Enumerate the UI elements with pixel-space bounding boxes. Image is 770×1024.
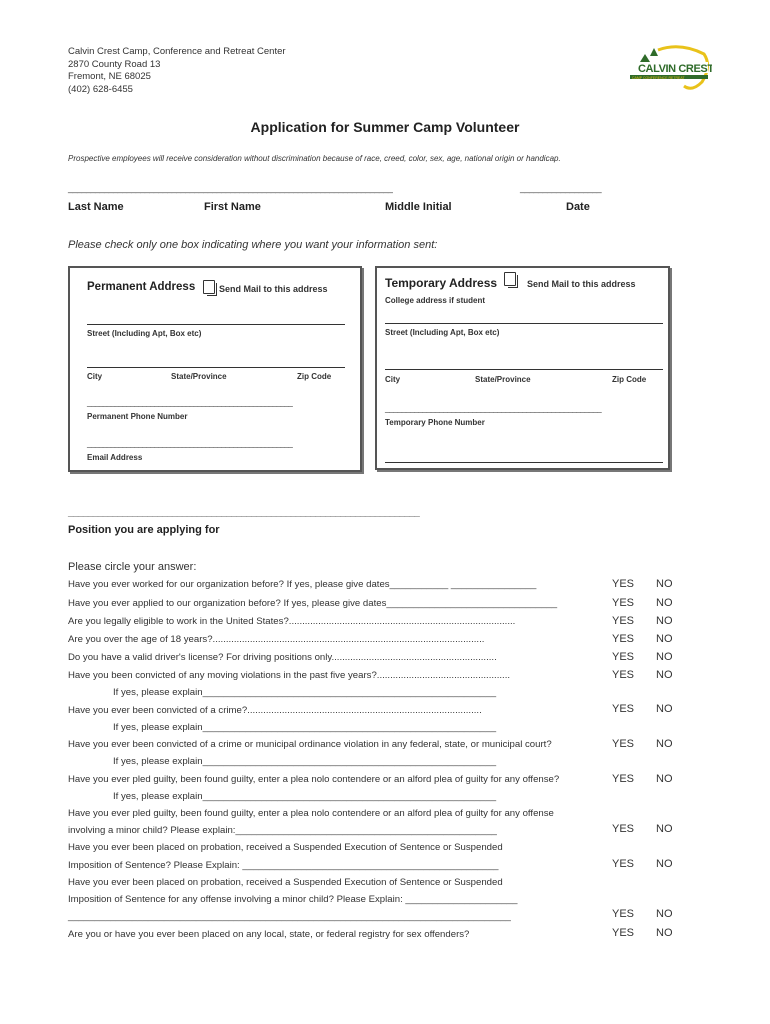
disclaimer: Prospective employees will receive consideration without discrimination because of race, creed, color, sex, age, national origin or handicap.	[68, 154, 561, 163]
question-12-extra-line[interactable]: ___________________________________________________________________________________	[68, 911, 511, 922]
no-option-4[interactable]: NO	[656, 633, 673, 645]
position-label: Position you are applying for	[68, 524, 220, 536]
temporary-checkbox[interactable]	[504, 272, 516, 286]
explain-line-3[interactable]: If yes, please explain_______________________________________________________	[113, 756, 497, 767]
temporary-street-label: Street (Including Apt, Box etc)	[385, 328, 500, 337]
no-option-3[interactable]: NO	[656, 615, 673, 627]
question-10-explain[interactable]: involving a minor child? Please explain:_________________________________________________	[68, 825, 497, 836]
permanent-phone-label: Permanent Phone Number	[87, 412, 188, 421]
first-name-label: First Name	[204, 201, 261, 213]
question-10: Have you ever pled guilty, been found guilty, enter a plea nolo contendere or an alford plea of guilty for any offense	[68, 808, 554, 819]
temporary-phone-label: Temporary Phone Number	[385, 418, 485, 427]
org-phone: (402) 628-6455	[68, 84, 133, 95]
no-option-2[interactable]: NO	[656, 597, 673, 609]
yes-option-7[interactable]: YES	[612, 703, 635, 715]
yes-option-8[interactable]: YES	[612, 738, 635, 750]
temporary-street-line[interactable]	[385, 323, 663, 324]
temporary-city-label: City	[385, 375, 401, 384]
question-12: Have you ever been placed on probation, received a Suspended Execution of Sentence or Suspended	[68, 877, 503, 888]
explain-line-2[interactable]: If yes, please explain_______________________________________________________	[113, 722, 497, 733]
yes-option-5[interactable]: YES	[612, 651, 635, 663]
no-option-8[interactable]: NO	[656, 738, 673, 750]
svg-text:CALVIN CREST: CALVIN CREST	[638, 63, 712, 75]
question-13: Are you or have you ever been placed on any local, state, or federal registry for sex offenders?	[68, 929, 470, 940]
question-11: Have you ever been placed on probation, received a Suspended Execution of Sentence or Suspended	[68, 842, 503, 853]
permanent-street-label: Street (Including Apt, Box etc)	[87, 329, 202, 338]
no-option-12[interactable]: NO	[656, 908, 673, 920]
circle-answer-prompt: Please circle your answer:	[68, 561, 197, 573]
temporary-city-line[interactable]	[385, 369, 663, 370]
position-line[interactable]: _______________________________________________________________________	[68, 507, 420, 518]
org-name: Calvin Crest Camp, Conference and Retreat Center	[68, 46, 286, 57]
yes-option-3[interactable]: YES	[612, 615, 635, 627]
date-label: Date	[566, 201, 590, 213]
temporary-bottom-line	[385, 462, 663, 463]
yes-option-2[interactable]: YES	[612, 597, 635, 609]
permanent-email-line[interactable]: ____________________________________________________	[87, 439, 293, 448]
permanent-checkbox[interactable]	[203, 280, 215, 294]
permanent-zip-label: Zip Code	[297, 372, 332, 381]
question-3: Are you legally eligible to work in the United States?.....................................................................................	[68, 616, 516, 627]
temporary-zip-label: Zip Code	[612, 375, 647, 384]
yes-option-13[interactable]: YES	[612, 927, 635, 939]
address-instruction: Please check only one box indicating where you want your information sent:	[68, 239, 438, 251]
no-option-6[interactable]: NO	[656, 669, 673, 681]
yes-option-4[interactable]: YES	[612, 633, 635, 645]
no-option-11[interactable]: NO	[656, 858, 673, 870]
question-11-explain[interactable]: Imposition of Sentence? Please Explain: ________________________________________________	[68, 860, 499, 871]
permanent-email-label: Email Address	[87, 453, 143, 462]
no-option-9[interactable]: NO	[656, 773, 673, 785]
question-6: Have you been convicted of any moving violations in the past five years?..................................................	[68, 670, 511, 681]
no-option-7[interactable]: NO	[656, 703, 673, 715]
yes-option-11[interactable]: YES	[612, 858, 635, 870]
temporary-address-header: Temporary Address	[385, 276, 498, 290]
question-12-explain[interactable]: Imposition of Sentence for any offense involving a minor child? Please Explain: _____________________	[68, 894, 518, 905]
question-7: Have you ever been convicted of a crime?........................................................................................	[68, 705, 482, 716]
permanent-street-line[interactable]	[87, 324, 345, 325]
question-4: Are you over the age of 18 years?......................................................................................................	[68, 634, 485, 645]
no-option-5[interactable]: NO	[656, 651, 673, 663]
org-street: 2870 County Road 13	[68, 59, 161, 70]
permanent-city-label: City	[87, 372, 103, 381]
question-8: Have you ever been convicted of a crime or municipal ordinance violation in any federal, state, or municipal court?	[68, 739, 552, 750]
explain-line-4[interactable]: If yes, please explain_______________________________________________________	[113, 791, 497, 802]
yes-option-6[interactable]: YES	[612, 669, 635, 681]
calvin-crest-logo	[628, 44, 712, 94]
permanent-phone-line[interactable]: ____________________________________________________	[87, 398, 293, 407]
question-2: Have you ever applied to our organization before? If yes, please give dates________________________________	[68, 598, 558, 609]
svg-text:CAMP CONFERENCE RETREAT: CAMP CONFERENCE RETREAT	[632, 76, 685, 80]
temporary-state-label: State/Province	[475, 375, 531, 384]
yes-option-9[interactable]: YES	[612, 773, 635, 785]
yes-option-12[interactable]: YES	[612, 908, 635, 920]
no-option-13[interactable]: NO	[656, 927, 673, 939]
question-1: Have you ever worked for our organization before? If yes, please give dates___________ ________________	[68, 579, 537, 590]
last-name-label: Last Name	[68, 201, 124, 213]
page-title: Application for Summer Camp Volunteer	[250, 119, 520, 135]
permanent-state-label: State/Province	[171, 372, 227, 381]
org-city: Fremont, NE 68025	[68, 71, 151, 82]
middle-initial-label: Middle Initial	[385, 201, 452, 213]
no-option-1[interactable]: NO	[656, 578, 673, 590]
no-option-10[interactable]: NO	[656, 823, 673, 835]
temporary-college-label: College address if student	[385, 296, 486, 305]
permanent-send-mail-label: Send Mail to this address	[219, 284, 328, 294]
temporary-phone-line[interactable]: ____________________________________________________	[385, 403, 602, 413]
yes-option-10[interactable]: YES	[612, 823, 635, 835]
name-signature-line[interactable]: ________________________________________________________________________	[68, 183, 393, 193]
permanent-address-header: Permanent Address	[87, 281, 196, 293]
date-signature-line[interactable]: __________________	[520, 183, 602, 193]
question-5: Do you have a valid driver's license? For driving positions only..............................................................	[68, 652, 497, 663]
yes-option-1[interactable]: YES	[612, 578, 635, 590]
explain-line-1[interactable]: If yes, please explain_______________________________________________________	[113, 687, 497, 698]
permanent-city-line[interactable]	[87, 367, 345, 368]
temporary-send-mail-label: Send Mail to this address	[527, 279, 636, 289]
question-9: Have you ever pled guilty, been found guilty, enter a plea nolo contendere or an alford plea of guilty for any offense?	[68, 774, 560, 785]
